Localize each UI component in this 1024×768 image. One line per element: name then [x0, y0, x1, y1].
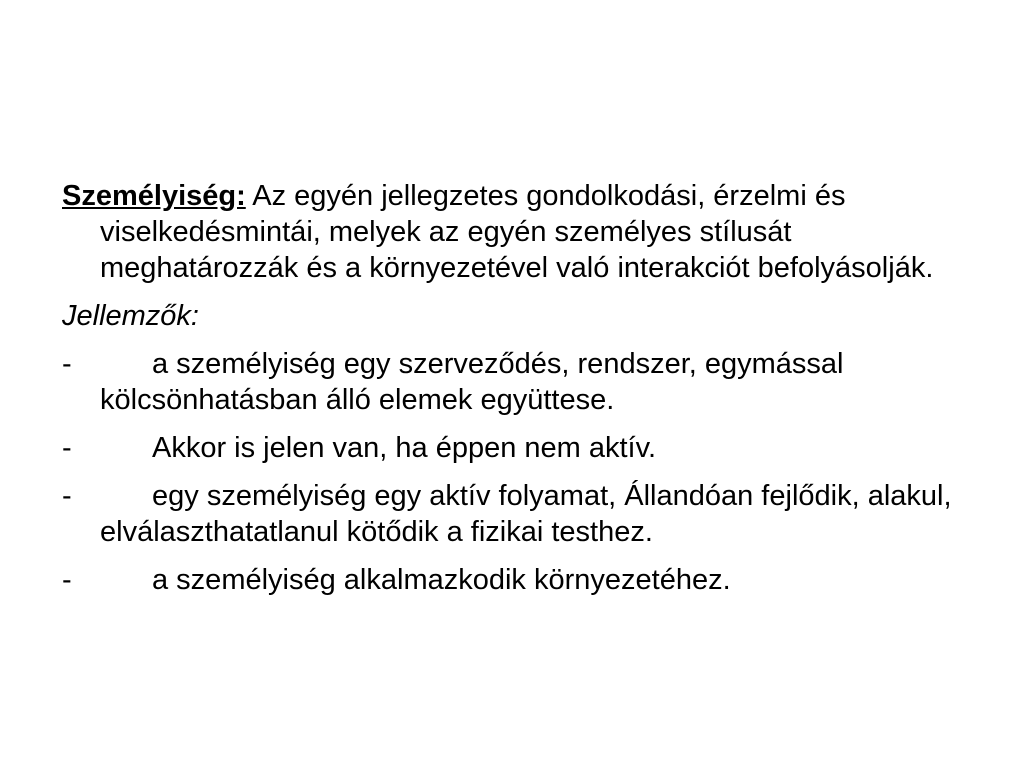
bullet-text: a személyiség egy szerveződés, rendszer, egymással kölcsönhatásban álló elemek együttese.	[100, 348, 844, 416]
bullet-text: egy személyiség egy aktív folyamat, Állandóan fejlődik, alakul, elválaszthatatlanul kötődik a fizikai testhez.	[100, 480, 952, 548]
bullet-marker: -	[62, 480, 72, 512]
bullet-marker: -	[62, 564, 72, 596]
bullet-item-2	[62, 430, 972, 466]
definition-term: Személyiség:	[62, 180, 246, 212]
definition-text: Az egyén jellegzetes gondolkodási, érzelmi és viselkedésmintái, melyek az egyén személyes stílusát meghatározzák és a környezetével való interakciót befolyásolják.	[100, 180, 934, 284]
bullet-marker: -	[62, 348, 72, 380]
characteristics-heading: Jellemzők:	[62, 300, 199, 332]
slide-content	[62, 178, 972, 610]
bullet-text: a személyiség alkalmazkodik környezetéhez.	[152, 564, 731, 596]
bullet-item-4	[62, 562, 972, 598]
bullet-item-3	[62, 478, 972, 550]
definition-paragraph	[62, 178, 972, 286]
bullet-text: Akkor is jelen van, ha éppen nem aktív.	[152, 432, 657, 464]
bullet-marker: -	[62, 432, 72, 464]
bullet-item-1	[62, 346, 972, 418]
